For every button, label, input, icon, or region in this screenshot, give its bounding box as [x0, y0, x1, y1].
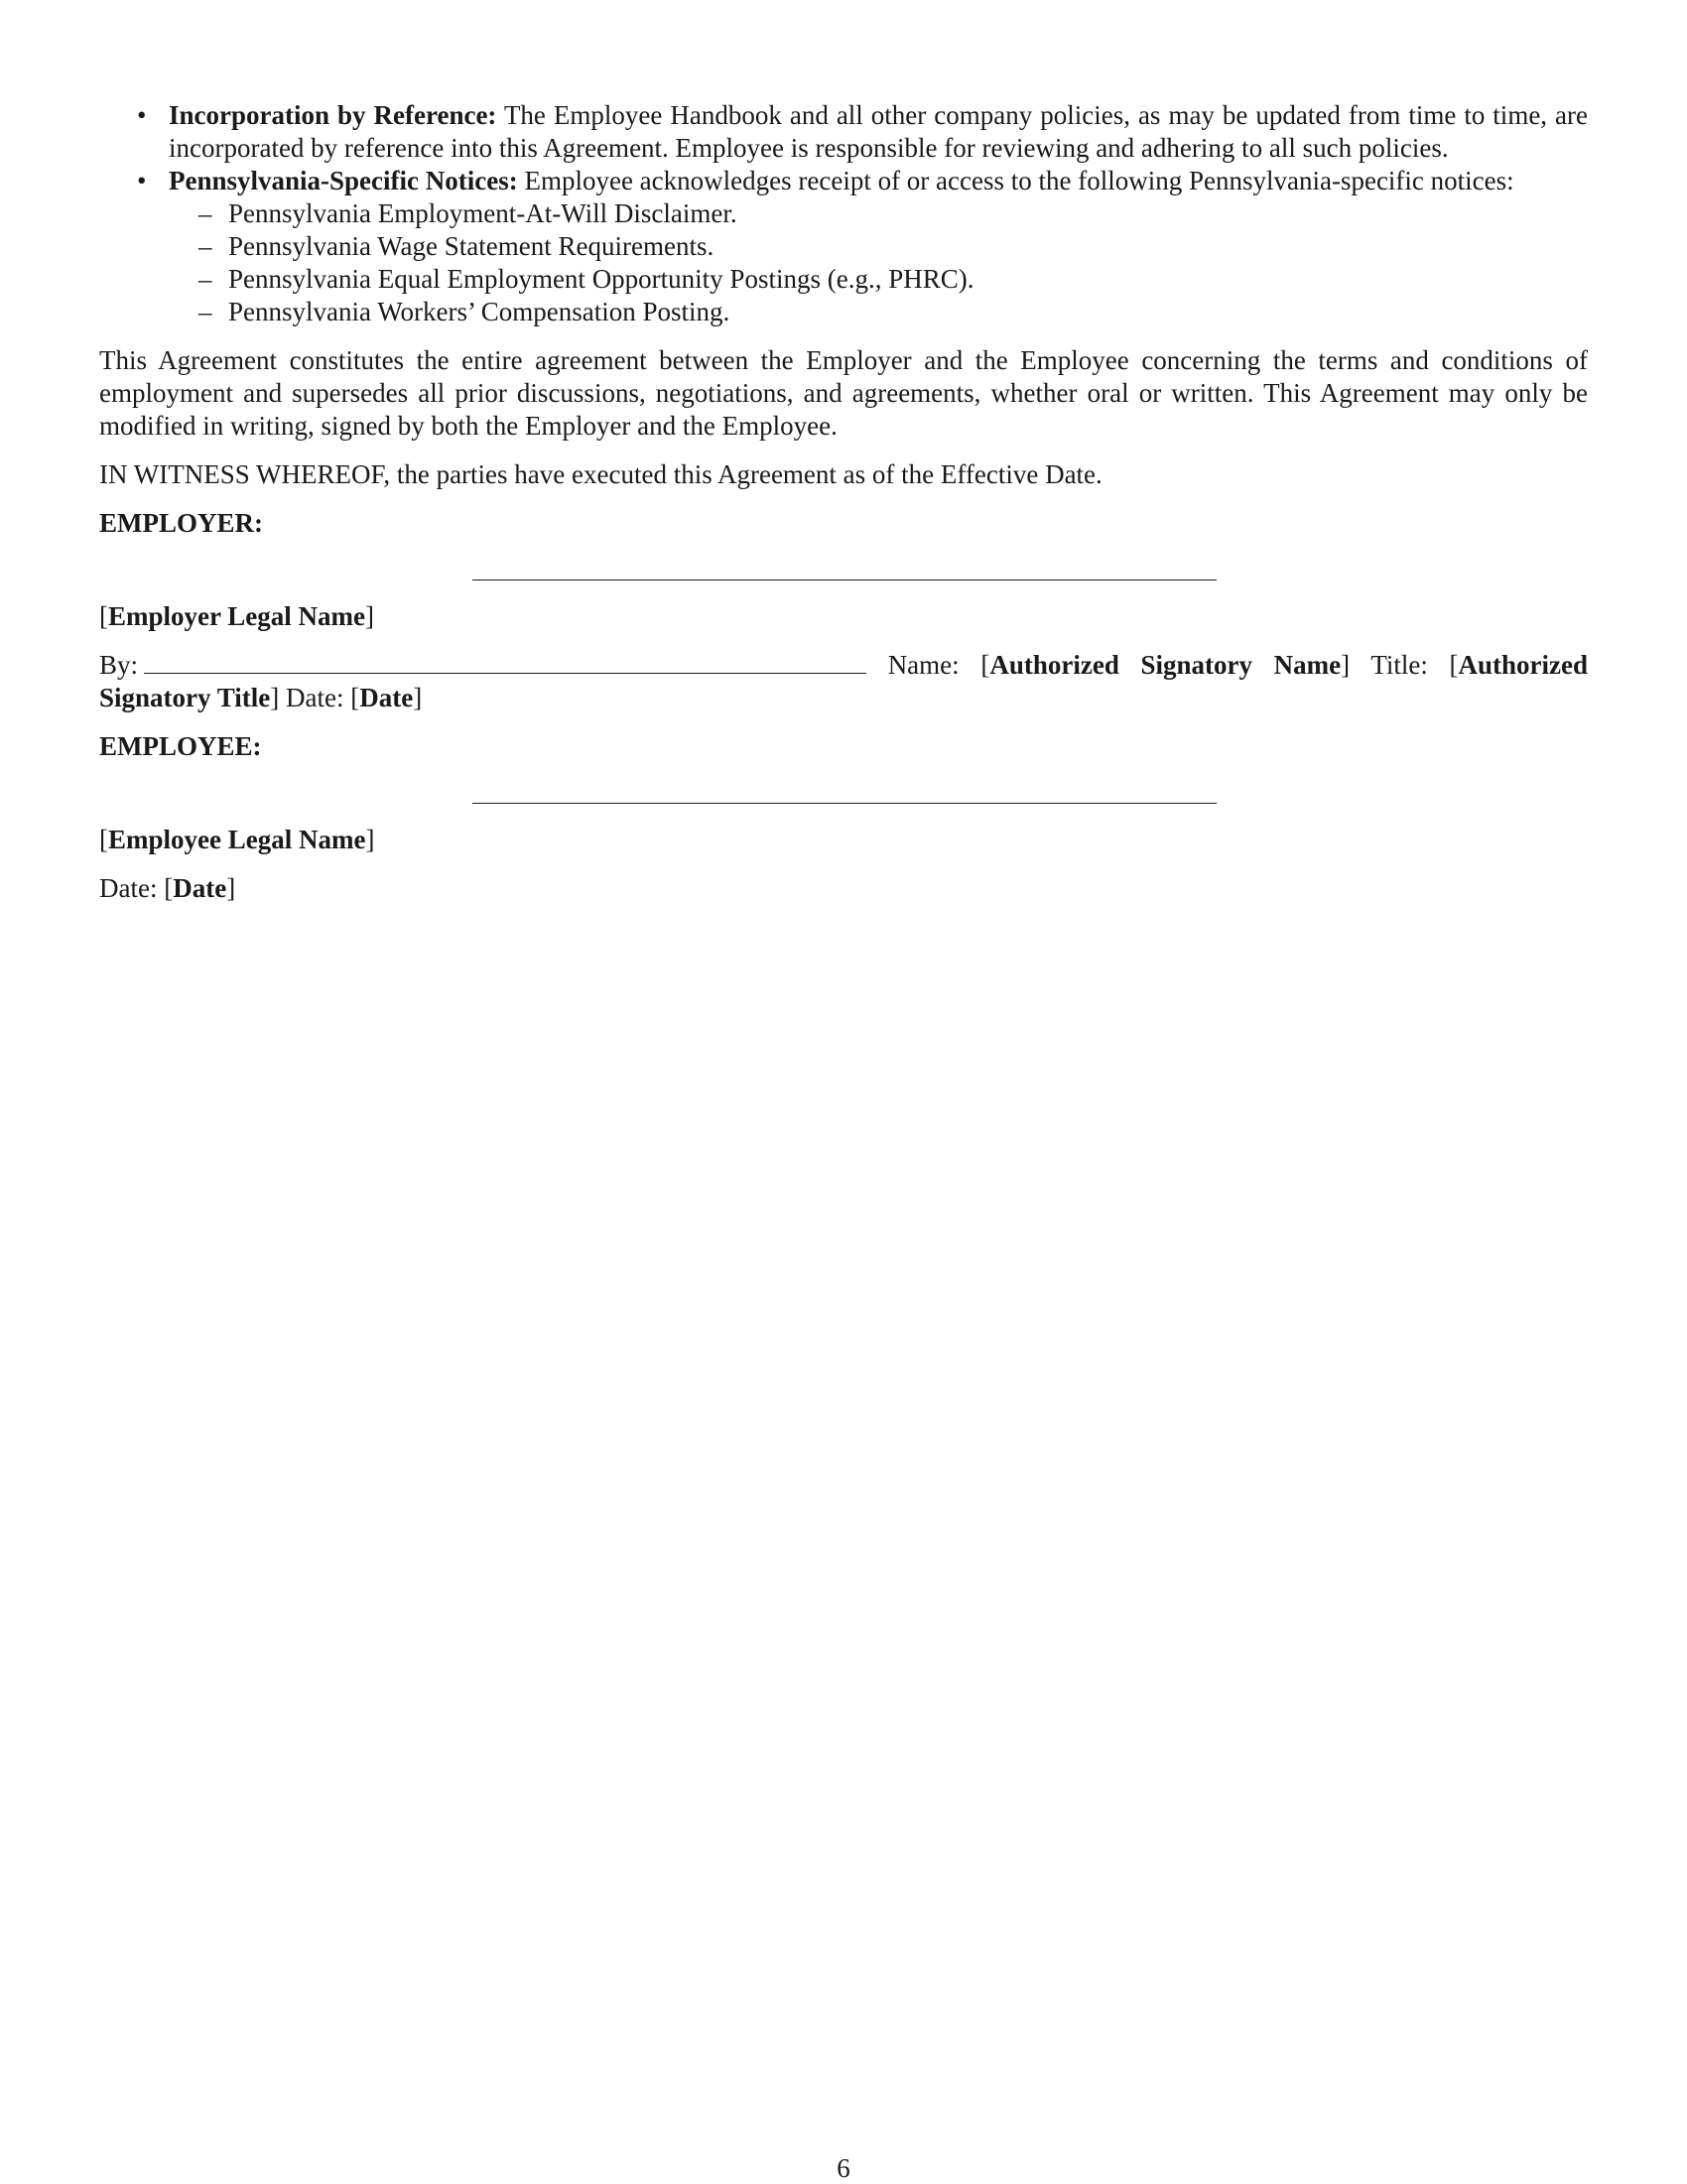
by-signature-line[interactable] — [144, 651, 866, 674]
name-value: [Authorized Signatory Name] — [980, 650, 1351, 680]
date-value: [Date] — [164, 873, 236, 903]
bullet-text: The Employee Handbook and all other company policies, as may be updated from time to time, are incorporated by reference into this Agreement. Employee is responsible for reviewing and adhering to all such policies. — [169, 100, 1589, 163]
notice-item: – Pennsylvania Employment-At-Will Disclaimer. — [169, 197, 1588, 230]
title-label: Title: — [1370, 650, 1428, 680]
bullet-heading: Pennsylvania-Specific Notices: — [169, 166, 518, 195]
bullet-list — [99, 99, 1588, 328]
employee-legal-name: [Employee Legal Name] — [99, 825, 375, 854]
bullet-pa-notices — [99, 165, 1588, 328]
date-value: [Date] — [350, 683, 423, 712]
employer-legal-name: [Employer Legal Name] — [99, 601, 374, 631]
date-label: Date: — [99, 873, 158, 903]
entire-agreement-paragraph: This Agreement constitutes the entire agreement between the Employer and the Employee concerning the terms and conditions of employment and supersedes all prior discussions, negotiations, and agreements, whether oral or written. This Agreement may only be modified in writing, signed by both the Employer and the Employee. — [99, 345, 1588, 441]
notice-item: – Pennsylvania Wage Statement Requirements. — [169, 230, 1588, 263]
bullet-text: Employee acknowledges receipt of or access to the following Pennsylvania-specific notices: — [524, 166, 1514, 195]
by-label: By: — [99, 650, 139, 680]
title-value: [Authorized Signatory Title] — [99, 650, 1589, 712]
name-label: Name: — [887, 650, 960, 680]
employee-date — [99, 872, 1588, 905]
bullet-heading: Incorporation by Reference: — [169, 100, 497, 130]
page-number: 6 — [837, 2153, 850, 2183]
document-page — [99, 99, 1588, 905]
employee-signature-line[interactable] — [472, 763, 1217, 804]
notice-item: – Pennsylvania Equal Employment Opportunity Postings (e.g., PHRC). — [169, 263, 1588, 296]
employer-heading: EMPLOYER: — [99, 508, 263, 538]
employer-signatory-block — [99, 649, 1588, 714]
employee-heading: EMPLOYEE: — [99, 731, 262, 761]
witness-clause: IN WITNESS WHEREOF, the parties have executed this Agreement as of the Effective Date. — [99, 459, 1103, 489]
date-label: Date: — [286, 683, 344, 712]
employer-signature-line[interactable] — [472, 540, 1217, 580]
notice-sublist — [169, 197, 1588, 328]
notice-item: – Pennsylvania Workers’ Compensation Posting. — [169, 296, 1588, 328]
bullet-incorporation — [99, 99, 1588, 165]
